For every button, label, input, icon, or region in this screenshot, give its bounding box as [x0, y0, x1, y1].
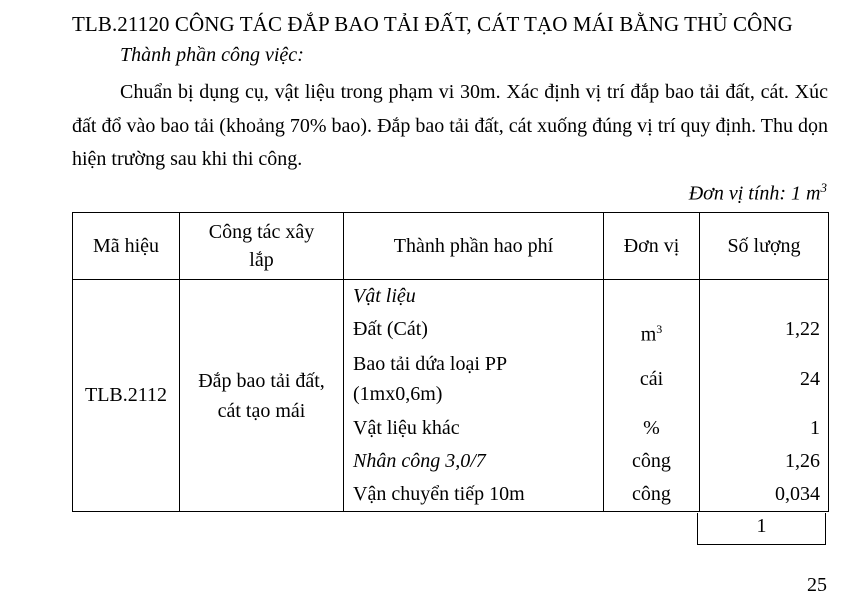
- quantity-item: 1,26: [785, 450, 820, 472]
- unit-list: [604, 280, 700, 512]
- norm-table: [72, 212, 829, 512]
- unit-item: cái: [639, 368, 664, 390]
- header-code: Mã hiệu: [73, 213, 180, 280]
- unit-label: Đơn vị tính: 1 m: [688, 182, 821, 205]
- row-code: TLB.2112: [73, 280, 180, 512]
- row-work: [180, 280, 344, 512]
- quantity-item: 1,22: [785, 318, 820, 340]
- work-description: Chuẩn bị dụng cụ, vật liệu trong phạm vi 30m. Xác định vị trí đắp bao tải đất, cát. Xúc đất đổ vào bao tải (khoảng 70% bao). Đắp bao tải đất, cát xuống đúng vị trí quy định. Thu dọn hiện trường sau khi thi công.: [72, 81, 828, 170]
- unit-text: m: [640, 323, 657, 346]
- page-number: 25: [807, 574, 827, 596]
- header-work: [180, 213, 344, 280]
- header-work-text: Công tác xây lắp: [208, 221, 315, 271]
- table-header-row: [73, 213, 829, 280]
- unit-exponent: 3: [656, 322, 663, 336]
- section-title: TLB.21120 CÔNG TÁC ĐẮP BAO TẢI ĐẤT, CÁT TẠO MÁI BẰNG THỦ CÔNG: [72, 12, 793, 36]
- column-number-box: 1: [697, 513, 826, 545]
- header-component: Thành phần hao phí: [344, 213, 604, 280]
- unit-item: [604, 313, 699, 346]
- component-item: Đất (Cát): [353, 318, 428, 340]
- unit-exponent: 3: [820, 180, 827, 195]
- quantity-item: 24: [800, 368, 820, 390]
- unit-item: công: [632, 450, 671, 472]
- quantity-item: [700, 280, 828, 313]
- header-quantity: Số lượng: [700, 213, 829, 280]
- unit-item: [604, 280, 699, 313]
- component-item: Vật liệu: [353, 285, 416, 307]
- unit-of-measure: [689, 180, 827, 206]
- component-item: Vật liệu khác: [353, 417, 460, 439]
- unit-item: công: [632, 483, 671, 505]
- component-item: Bao tải dứa loại PP (1mx0,6m): [353, 353, 507, 405]
- work-components-heading: Thành phần công việc:: [120, 44, 304, 66]
- component-list: [344, 280, 604, 512]
- quantity-item: 1: [810, 417, 820, 439]
- quantity-item: 0,034: [775, 483, 820, 505]
- unit-item: %: [643, 417, 660, 439]
- quantity-list: [700, 280, 829, 512]
- component-item: Vận chuyển tiếp 10m: [353, 483, 525, 505]
- table-row: [73, 280, 829, 512]
- component-item: Nhân công 3,0/7: [353, 450, 486, 472]
- header-unit: Đơn vị: [604, 213, 700, 280]
- row-work-text: Đắp bao tải đất, cát tạo mái: [198, 369, 325, 422]
